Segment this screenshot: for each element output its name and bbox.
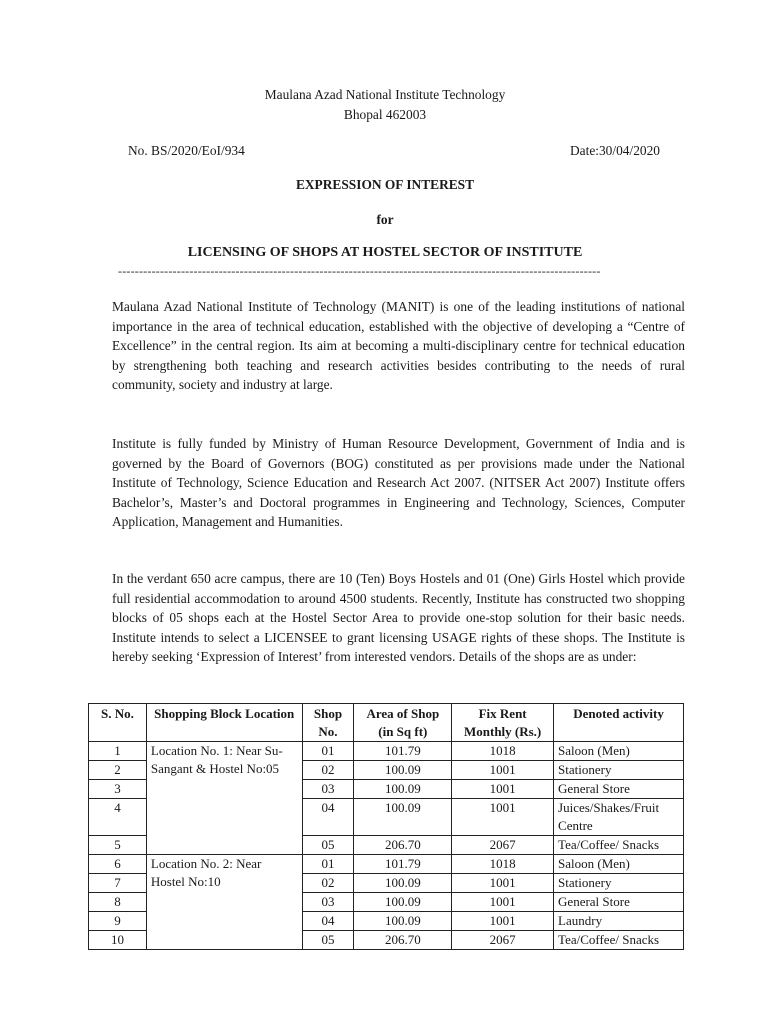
cell-sno: 3 (89, 780, 147, 799)
header-rent: Fix Rent Monthly (Rs.) (452, 704, 554, 742)
cell-rent: 1001 (452, 893, 554, 912)
cell-rent: 1018 (452, 855, 554, 874)
cell-shop: 03 (302, 893, 354, 912)
cell-activity: Stationery (554, 874, 684, 893)
cell-rent: 1001 (452, 761, 554, 780)
shops-table (88, 703, 684, 950)
reference-number: No. BS/2020/EoI/934 (128, 143, 245, 158)
cell-sno: 10 (89, 931, 147, 950)
cell-sno: 4 (89, 799, 147, 836)
cell-sno: 2 (89, 761, 147, 780)
table-header-row (89, 704, 684, 742)
cell-sno: 9 (89, 912, 147, 931)
cell-sno: 1 (89, 742, 147, 761)
cell-activity: General Store (554, 780, 684, 799)
cell-area: 100.09 (354, 780, 452, 799)
institute-address: Bhopal 462003 (343, 107, 427, 122)
cell-shop: 05 (302, 931, 354, 950)
institute-header (0, 85, 770, 125)
cell-area: 206.70 (354, 836, 452, 855)
title-connector: for (376, 212, 394, 227)
cell-area: 206.70 (354, 931, 452, 950)
cell-shop: 04 (302, 799, 354, 836)
header-sno: S. No. (89, 704, 147, 742)
cell-shop: 05 (302, 836, 354, 855)
cell-rent: 2067 (452, 931, 554, 950)
cell-activity: General Store (554, 893, 684, 912)
cell-shop: 04 (302, 912, 354, 931)
header-location: Shopping Block Location (146, 704, 302, 742)
cell-shop: 03 (302, 780, 354, 799)
cell-area: 100.09 (354, 799, 452, 836)
cell-area: 100.09 (354, 912, 452, 931)
table-row (89, 742, 684, 761)
cell-sno: 8 (89, 893, 147, 912)
cell-activity: Laundry (554, 912, 684, 931)
cell-location-1: Location No. 1: Near Su-Sangant & Hostel No:05 (146, 742, 302, 855)
cell-area: 100.09 (354, 893, 452, 912)
cell-activity: Saloon (Men) (554, 855, 684, 874)
cell-sno: 5 (89, 836, 147, 855)
cell-rent: 1001 (452, 799, 554, 836)
table-row (89, 855, 684, 874)
cell-sno: 7 (89, 874, 147, 893)
cell-shop: 02 (302, 761, 354, 780)
cell-sno: 6 (89, 855, 147, 874)
cell-rent: 1018 (452, 742, 554, 761)
cell-area: 100.09 (354, 874, 452, 893)
cell-rent: 2067 (452, 836, 554, 855)
cell-area: 101.79 (354, 855, 452, 874)
cell-activity: Tea/Coffee/ Snacks (554, 836, 684, 855)
cell-rent: 1001 (452, 780, 554, 799)
paragraph-campus-shops: In the verdant 650 acre campus, there are 10 (Ten) Boys Hostels and 01 (One) Girls Hostel which provide full residential accommodation to around 4500 students. Recently, Institute has constructed two shopping blocks of 05 shops each at the Hostel Sector Area to provide one-stop solution for their basic needs. Institute intends to select a LICENSEE to grant licensing USAGE rights of these shops. The Institute is hereby seeking ‘Expression of Interest’ from interested vendors. Details of the shops are as under: (112, 571, 685, 664)
institute-name: Maulana Azad National Institute Technology (264, 87, 506, 102)
document-subject: LICENSING OF SHOPS AT HOSTEL SECTOR OF INSTITUTE (187, 245, 583, 260)
document-date: Date:30/04/2020 (569, 143, 660, 158)
cell-activity: Saloon (Men) (554, 742, 684, 761)
cell-activity: Tea/Coffee/ Snacks (554, 931, 684, 950)
paragraph-funding: Institute is fully funded by Ministry of Human Resource Development, Government of India and is governed by the Board of Governors (BOG) constituted as per provisions made under the National Institute of Technology, Science Education and Research Act 2007. (NITSER Act 2007) Institute offers Bachelor’s, Master’s and Doctoral programmes in Engineering and Technology, Sciences, Computer Application, Management and Humanities. (112, 436, 685, 529)
cell-area: 100.09 (354, 761, 452, 780)
cell-rent: 1001 (452, 874, 554, 893)
cell-activity: Juices/Shakes/Fruit Centre (554, 799, 684, 836)
header-shop-no: Shop No. (302, 704, 354, 742)
document-title: EXPRESSION OF INTEREST (295, 177, 475, 192)
cell-location-2: Location No. 2: Near Hostel No:10 (146, 855, 302, 950)
cell-shop: 02 (302, 874, 354, 893)
paragraph-about-manit: Maulana Azad National Institute of Technology (MANIT) is one of the leading institutions of national importance in the area of technical education, established with the objective of developing a “Centre of Excellence” in the central region. Its aim at becoming a multi-disciplinary centre for technical education by strengthening both teaching and research activities besides contributing to the needs of rural community, society and industry at large. (112, 299, 685, 392)
cell-shop: 01 (302, 742, 354, 761)
header-activity: Denoted activity (554, 704, 684, 742)
cell-area: 101.79 (354, 742, 452, 761)
cell-shop: 01 (302, 855, 354, 874)
dashed-divider: ------------------------------------------------------------------------------------------------------------------- (118, 264, 601, 278)
header-area: Area of Shop (in Sq ft) (354, 704, 452, 742)
cell-activity: Stationery (554, 761, 684, 780)
cell-rent: 1001 (452, 912, 554, 931)
